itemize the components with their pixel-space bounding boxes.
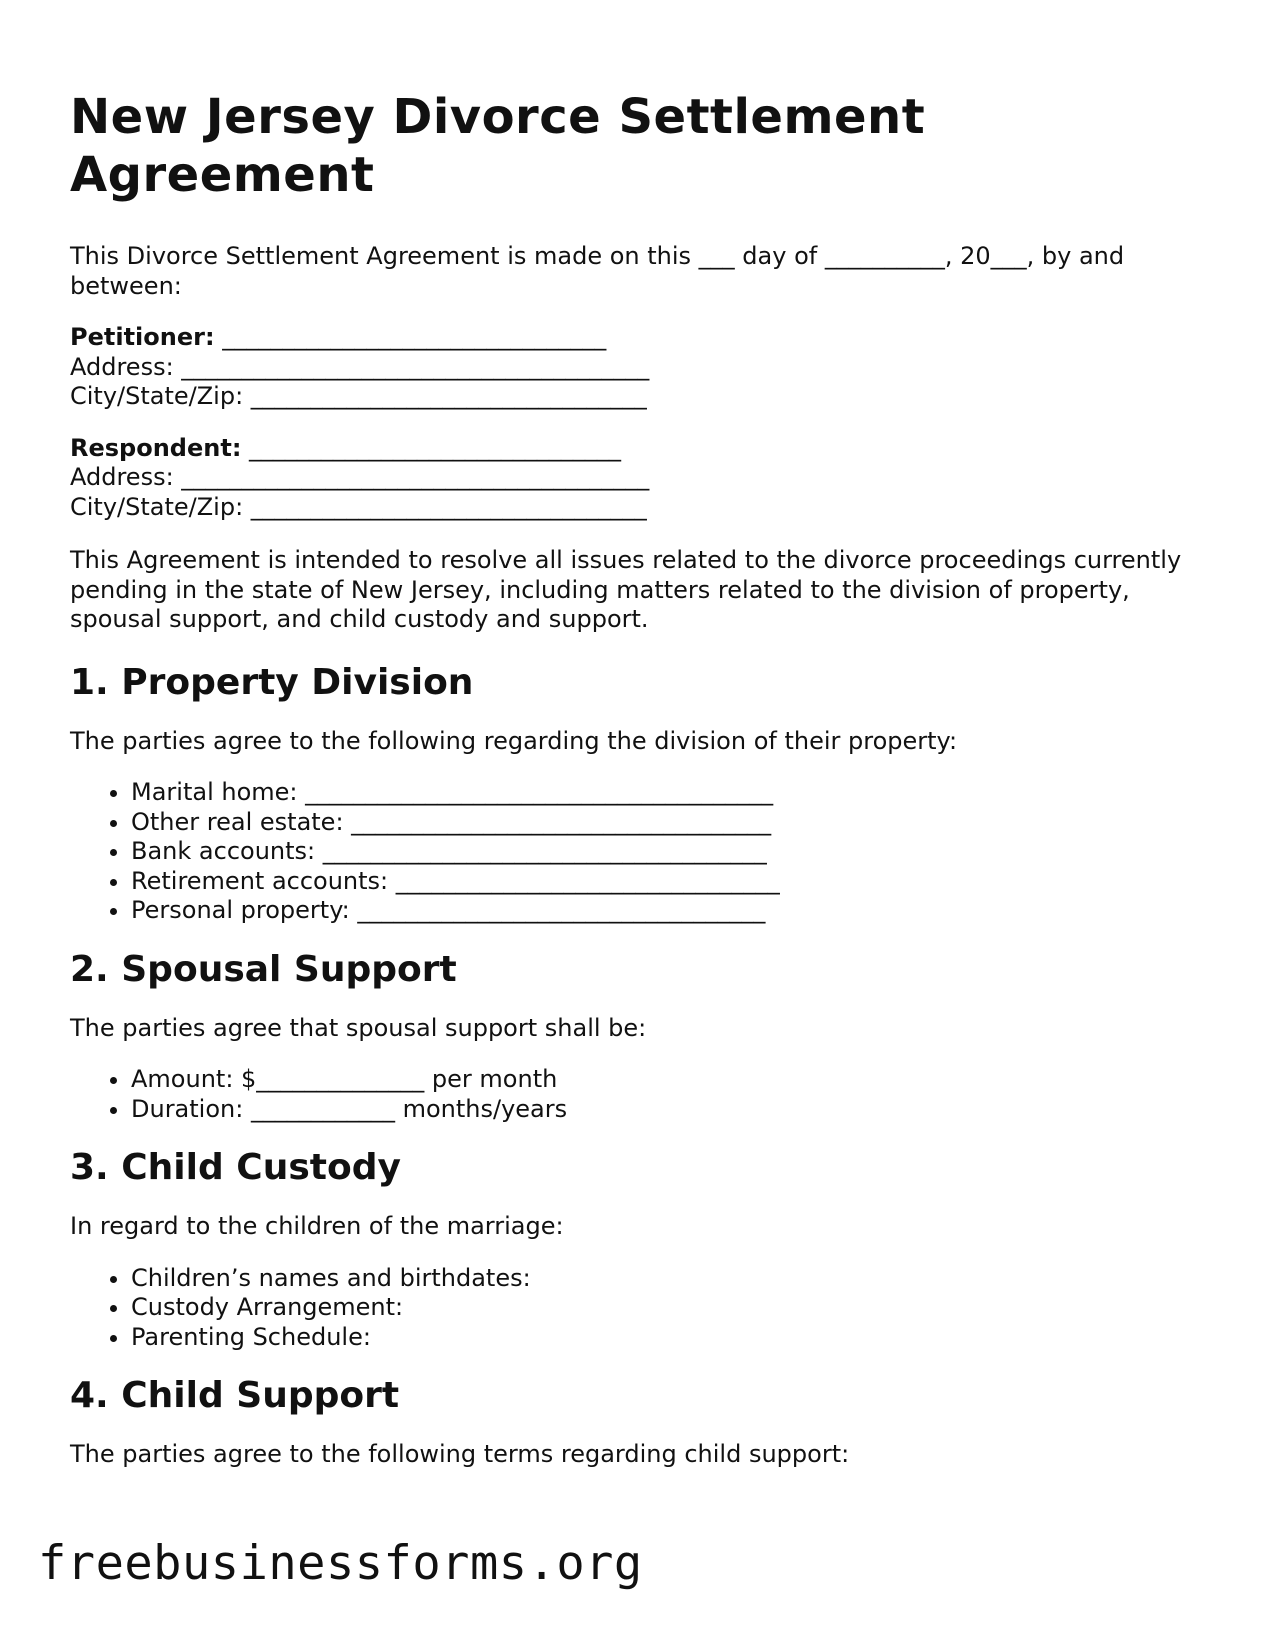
list-item: • Children’s names and birthdates: — [131, 1264, 1190, 1294]
petitioner-city-field: City/State/Zip: _________________________________ — [70, 382, 647, 410]
list-item: • Marital home: _______________________________________ — [131, 778, 1190, 808]
list-item: • Bank accounts: _____________________________________ — [131, 837, 1190, 867]
list-item: • Parenting Schedule: — [131, 1323, 1190, 1353]
section-heading-child-support: 4. Child Support — [70, 1375, 400, 1416]
section-heading-custody: 3. Child Custody — [70, 1147, 401, 1188]
section-heading-property: 1. Property Division — [70, 661, 474, 703]
list-item: • Other real estate: ___________________________________ — [131, 808, 1190, 838]
section-lead-spousal: The parties agree that spousal support shall be: — [70, 1013, 647, 1042]
spousal-list — [70, 1065, 1190, 1124]
petitioner-label: Petitioner: — [70, 323, 215, 351]
section-heading-spousal: 2. Spousal Support — [70, 948, 457, 990]
list-item: • Duration: ____________ months/years — [131, 1095, 1190, 1125]
document-page — [70, 88, 1190, 1470]
respondent-city-field: City/State/Zip: _________________________________ — [70, 492, 647, 521]
respondent-name-field: _______________________________ — [241, 433, 622, 462]
respondent-block — [70, 434, 1190, 523]
list-item: • Custody Arrangement: — [131, 1293, 1190, 1323]
list-item: • Amount: $______________ per month — [131, 1065, 1190, 1095]
section-lead-custody: In regard to the children of the marriage: — [70, 1212, 564, 1240]
respondent-label: Respondent: — [70, 433, 242, 462]
respondent-address-field: Address: _______________________________________ — [70, 463, 650, 491]
watermark-text: freebusinessforms.org — [38, 1536, 643, 1591]
petitioner-block — [70, 323, 1190, 412]
list-item: • Retirement accounts: ________________________________ — [131, 867, 1190, 897]
list-item: • Personal property: __________________________________ — [131, 896, 1190, 926]
custody-list — [70, 1264, 1190, 1353]
property-list — [70, 778, 1190, 926]
purpose-paragraph: This Agreement is intended to resolve all issues related to the divorce proceedings currently pending in the state of New Jersey, including matters related to the division of property, spousal support, and child custody and support. — [70, 546, 1182, 633]
petitioner-address-field: Address: _______________________________________ — [70, 352, 650, 381]
section-lead-child-support: The parties agree to the following terms regarding child support: — [70, 1440, 850, 1468]
document-title: New Jersey Divorce Settlement Agreement — [70, 89, 926, 203]
intro-paragraph: This Divorce Settlement Agreement is made on this ___ day of __________, 20___, by and between: — [70, 242, 1125, 300]
section-lead-property: The parties agree to the following regarding the division of their property: — [70, 726, 958, 755]
petitioner-name-field: ________________________________ — [214, 323, 607, 351]
